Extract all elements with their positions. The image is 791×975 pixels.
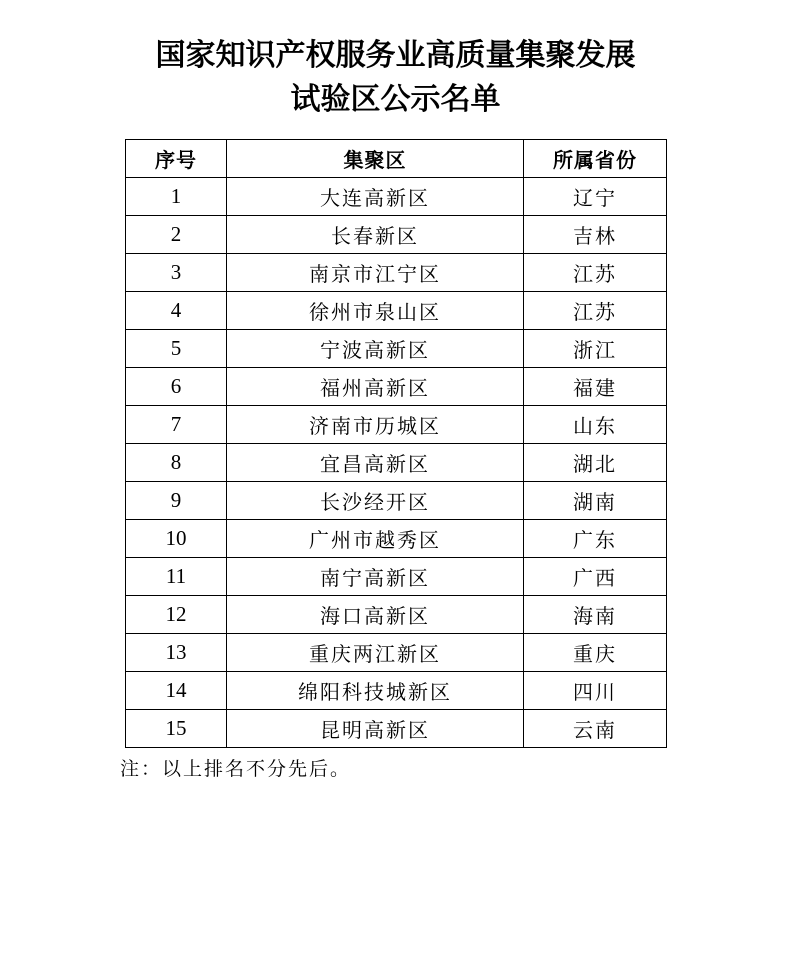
cell-zone-name: 济南市历城区 xyxy=(227,406,524,444)
cell-serial-number: 3 xyxy=(126,254,227,292)
header-province: 所属省份 xyxy=(524,140,667,178)
cell-province: 山东 xyxy=(524,406,667,444)
cell-province: 辽宁 xyxy=(524,178,667,216)
zone-list-table xyxy=(125,139,667,748)
table-row xyxy=(126,672,667,710)
cell-serial-number: 10 xyxy=(126,520,227,558)
cell-zone-name: 昆明高新区 xyxy=(227,710,524,748)
cell-zone-name: 海口高新区 xyxy=(227,596,524,634)
cell-province: 吉林 xyxy=(524,216,667,254)
cell-province: 福建 xyxy=(524,368,667,406)
cell-zone-name: 南京市江宁区 xyxy=(227,254,524,292)
cell-zone-name: 广州市越秀区 xyxy=(227,520,524,558)
cell-province: 江苏 xyxy=(524,254,667,292)
header-zone: 集聚区 xyxy=(227,140,524,178)
cell-serial-number: 15 xyxy=(126,710,227,748)
cell-zone-name: 福州高新区 xyxy=(227,368,524,406)
cell-zone-name: 宁波高新区 xyxy=(227,330,524,368)
header-serial-number: 序号 xyxy=(126,140,227,178)
cell-zone-name: 南宁高新区 xyxy=(227,558,524,596)
table-row xyxy=(126,482,667,520)
cell-serial-number: 9 xyxy=(126,482,227,520)
cell-province: 广东 xyxy=(524,520,667,558)
cell-province: 四川 xyxy=(524,672,667,710)
cell-province: 湖北 xyxy=(524,444,667,482)
table-row xyxy=(126,558,667,596)
cell-zone-name: 长春新区 xyxy=(227,216,524,254)
cell-serial-number: 7 xyxy=(126,406,227,444)
table-row xyxy=(126,710,667,748)
table-row xyxy=(126,254,667,292)
cell-province: 广西 xyxy=(524,558,667,596)
cell-serial-number: 13 xyxy=(126,634,227,672)
cell-serial-number: 12 xyxy=(126,596,227,634)
cell-serial-number: 11 xyxy=(126,558,227,596)
document-title-line-1: 国家知识产权服务业高质量集聚发展 xyxy=(155,38,636,73)
cell-serial-number: 5 xyxy=(126,330,227,368)
cell-province: 湖南 xyxy=(524,482,667,520)
cell-serial-number: 1 xyxy=(126,178,227,216)
cell-zone-name: 长沙经开区 xyxy=(227,482,524,520)
cell-province: 云南 xyxy=(524,710,667,748)
cell-serial-number: 4 xyxy=(126,292,227,330)
cell-zone-name: 宜昌高新区 xyxy=(227,444,524,482)
table-row xyxy=(126,520,667,558)
table-body xyxy=(126,178,667,748)
cell-zone-name: 绵阳科技城新区 xyxy=(227,672,524,710)
table-row xyxy=(126,634,667,672)
cell-serial-number: 6 xyxy=(126,368,227,406)
table-row xyxy=(126,596,667,634)
cell-serial-number: 8 xyxy=(126,444,227,482)
cell-zone-name: 大连高新区 xyxy=(227,178,524,216)
cell-zone-name: 徐州市泉山区 xyxy=(227,292,524,330)
footnote: 注：以上排名不分先后。 xyxy=(120,758,352,780)
cell-province: 浙江 xyxy=(524,330,667,368)
cell-serial-number: 14 xyxy=(126,672,227,710)
cell-province: 江苏 xyxy=(524,292,667,330)
cell-zone-name: 重庆两江新区 xyxy=(227,634,524,672)
table-row xyxy=(126,406,667,444)
document-title-line-2: 试验区公示名单 xyxy=(290,82,501,117)
table-row xyxy=(126,216,667,254)
cell-serial-number: 2 xyxy=(126,216,227,254)
table-row xyxy=(126,368,667,406)
table-row xyxy=(126,444,667,482)
table-row xyxy=(126,330,667,368)
cell-province: 重庆 xyxy=(524,634,667,672)
table-row xyxy=(126,178,667,216)
table-row xyxy=(126,292,667,330)
table-header-row xyxy=(126,140,667,178)
cell-province: 海南 xyxy=(524,596,667,634)
